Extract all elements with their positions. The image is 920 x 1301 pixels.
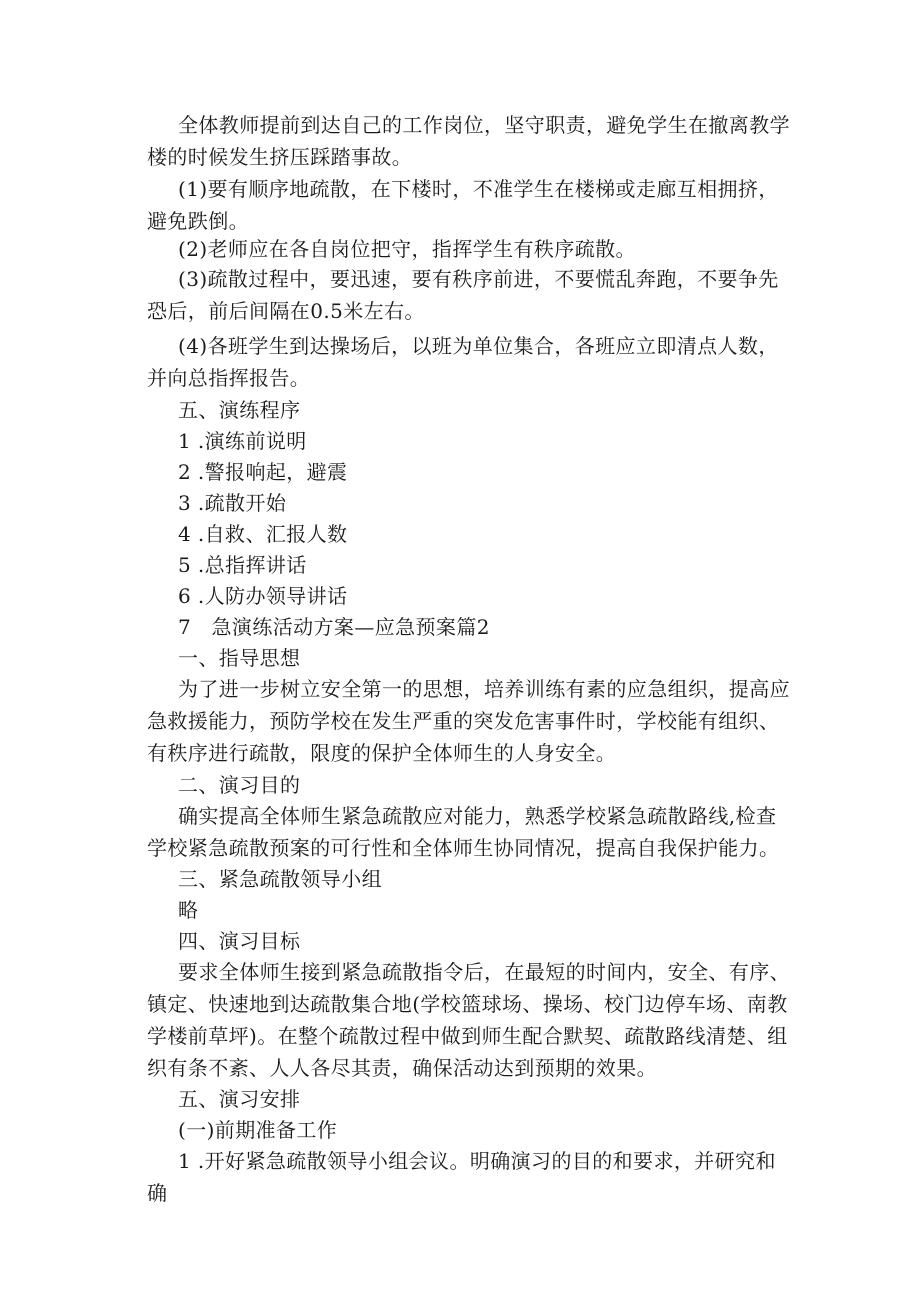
paragraph-teachers-duty: 全体教师提前到达自己的工作岗位，坚守职责，避免学生在撤离教学楼的时候发生挤压踩踏事故。 [147, 113, 790, 169]
paragraph-guiding-ideology: 为了进一步树立安全第一的思想，培养训练有素的应急组织，提高应急救援能力，预防学校在发生严重的突发危害事件时，学校能有组织、有秩序进行疏散，限度的保护全体师生的人身安全。 [147, 677, 790, 765]
paragraph-item-3: (3)疏散过程中，要迅速，要有秩序前进，不要慌乱奔跑，不要争先恐后，前后间隔在0.5米左右。 [147, 267, 779, 323]
paragraph-meeting: 1 .开好紧急疏散领导小组会议。明确演习的目的和要求，并研究和确 [147, 1149, 776, 1205]
heading-leadership-group: 三、紧急疏散领导小组 [178, 867, 382, 891]
heading-drill-arrangement: 五、演习安排 [178, 1087, 301, 1111]
list-item: 1 .演练前说明 [178, 429, 307, 453]
paragraph-drill-purpose: 确实提高全体师生紧急疏散应对能力，熟悉学校紧急疏散路线,检查学校紧急疏散预案的可行性和全体师生协同情况，提高自我保护能力。 [147, 804, 780, 860]
list-item: 6 .人防办领导讲话 [178, 584, 348, 608]
list-item: 4 .自救、汇报人数 [178, 522, 348, 546]
heading-drill-goal: 四、演习目标 [178, 929, 301, 953]
heading-drill-purpose: 二、演习目的 [178, 773, 301, 797]
list-item: 2 .警报响起，避震 [178, 460, 348, 484]
heading-drill-procedure: 五、演练程序 [178, 398, 301, 422]
paragraph-item-4: (4)各班学生到达操场后，以班为单位集合，各班应立即清点人数，并向总指挥报告。 [147, 334, 779, 390]
paragraph-item-2: (2)老师应在各自岗位把守，指挥学生有秩序疏散。 [178, 237, 636, 261]
paragraph-drill-goal: 要求全体师生接到紧急疏散指令后，在最短的时间内，安全、有序、镇定、快速地到达疏散集合地(学校篮球场、操场、校门边停车场、南教学楼前草坪)。在整个疏散过程中做到师生配合默契、疏散路线清楚、组织有条不紊、人人各尽其责，确保活动达到预期的效果。 [147, 960, 790, 1080]
heading-preparation: (一)前期准备工作 [178, 1118, 338, 1142]
heading-guiding-ideology: 一、指导思想 [178, 646, 301, 670]
section-title: 7 急演练活动方案—应急预案篇2 [178, 615, 490, 639]
list-item: 3 .疏散开始 [178, 491, 287, 515]
list-item: 5 .总指挥讲话 [178, 553, 307, 577]
paragraph-item-1: (1)要有顺序地疏散，在下楼时，不准学生在楼梯或走廊互相拥挤，避免跌倒。 [147, 177, 779, 233]
paragraph-omitted: 略 [178, 898, 199, 922]
